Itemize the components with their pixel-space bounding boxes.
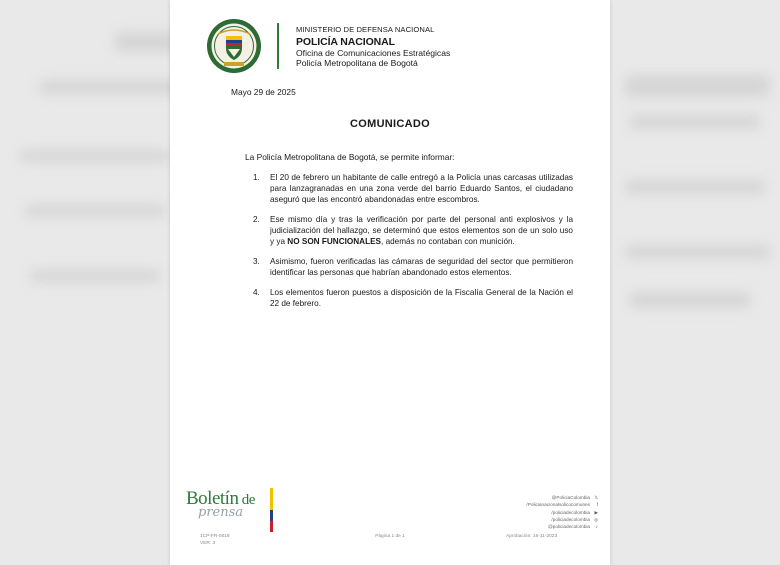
instagram-icon: ◎: [594, 516, 598, 522]
youtube-icon: ▶: [594, 509, 598, 515]
social-row[interactable]: [500, 516, 598, 523]
form-code-number: 1CP-FR-0018: [200, 534, 230, 539]
item-text-bold: NO SON FUNCIONALES: [287, 237, 382, 246]
social-row[interactable]: [500, 494, 598, 501]
list-item: [253, 172, 573, 205]
facebook-icon: f: [596, 502, 598, 508]
organization-block: [296, 25, 450, 69]
letterhead: [206, 18, 586, 76]
social-media-list: [500, 494, 598, 530]
press-release-page: [170, 0, 610, 565]
police-name: POLICÍA NACIONAL: [296, 35, 395, 48]
header-divider: [277, 23, 279, 69]
item-text: [270, 214, 573, 247]
item-number: 1.: [253, 173, 260, 182]
statement-list: [253, 172, 573, 318]
list-item: [253, 287, 573, 309]
boletin-main: Boletín: [186, 488, 239, 509]
social-row[interactable]: [500, 523, 598, 530]
boletin-logo: [186, 488, 276, 528]
item-number: 2.: [253, 215, 260, 224]
social-handle: /policiadecolombia: [551, 516, 590, 522]
social-row[interactable]: [500, 501, 598, 508]
twitter-icon: 𝕏: [594, 495, 598, 500]
form-version: VER: 3: [200, 540, 216, 546]
office-name: Oficina de Comunicaciones Estratégicas: [296, 47, 451, 58]
social-handle: @policiadecolombia: [547, 524, 590, 530]
item-text-part: Ese mismo día y tras la verificación por parte del personal anti explosivos y la judicialización del hallazgo, se determinó que estos elementos son de un solo uso y ya: [270, 215, 573, 246]
social-handle: /policiadecolombia: [551, 509, 590, 515]
social-handle: /Policianacionalsolicocomunes: [526, 502, 590, 508]
list-item: [253, 214, 573, 247]
item-text: El 20 de febrero un habitante de calle entregó a la Policía unas carcasas utilizadas para lanzagranadas en una zona verde del barrio Eduardo Santos, el ciudadano aseguró que las encontró abandonadas entre escombros.: [270, 173, 573, 204]
item-number: 4.: [253, 288, 260, 297]
ministry-name: MINISTERIO DE DEFENSA NACIONAL: [296, 25, 435, 34]
document-date: Mayo 29 de 2025: [231, 87, 296, 97]
police-seal-icon: [206, 18, 262, 74]
list-item: [253, 256, 573, 278]
item-text: Asimismo, fueron verificadas las cámaras de seguridad del sector que permitieron identificar las personas que habrían abandonado estos elementos.: [270, 257, 573, 277]
item-text-part: , además no contaban con munición.: [381, 237, 515, 246]
metro-name: Policía Metropolitana de Bogotá: [296, 58, 418, 68]
approval-date: Aprobación: 16-11-2023: [506, 534, 558, 539]
item-text: Los elementos fueron puestos a disposición de la Fiscalía General de la Nación el 22 de febrero.: [270, 288, 573, 308]
document-title: COMUNICADO: [350, 118, 430, 130]
tiktok-icon: ♪: [595, 524, 598, 530]
intro-text: La Policía Metropolitana de Bogotá, se permite informar:: [245, 152, 455, 162]
social-row[interactable]: [500, 509, 598, 516]
boletin-de: de: [238, 492, 255, 508]
boletin-subtitle: prensa: [198, 505, 244, 520]
item-number: 3.: [253, 257, 260, 266]
colombia-flag-stripe: [270, 488, 273, 532]
social-handle: @PoliciaColombia: [551, 495, 590, 500]
page-number: Página 1 de 1: [375, 534, 405, 539]
